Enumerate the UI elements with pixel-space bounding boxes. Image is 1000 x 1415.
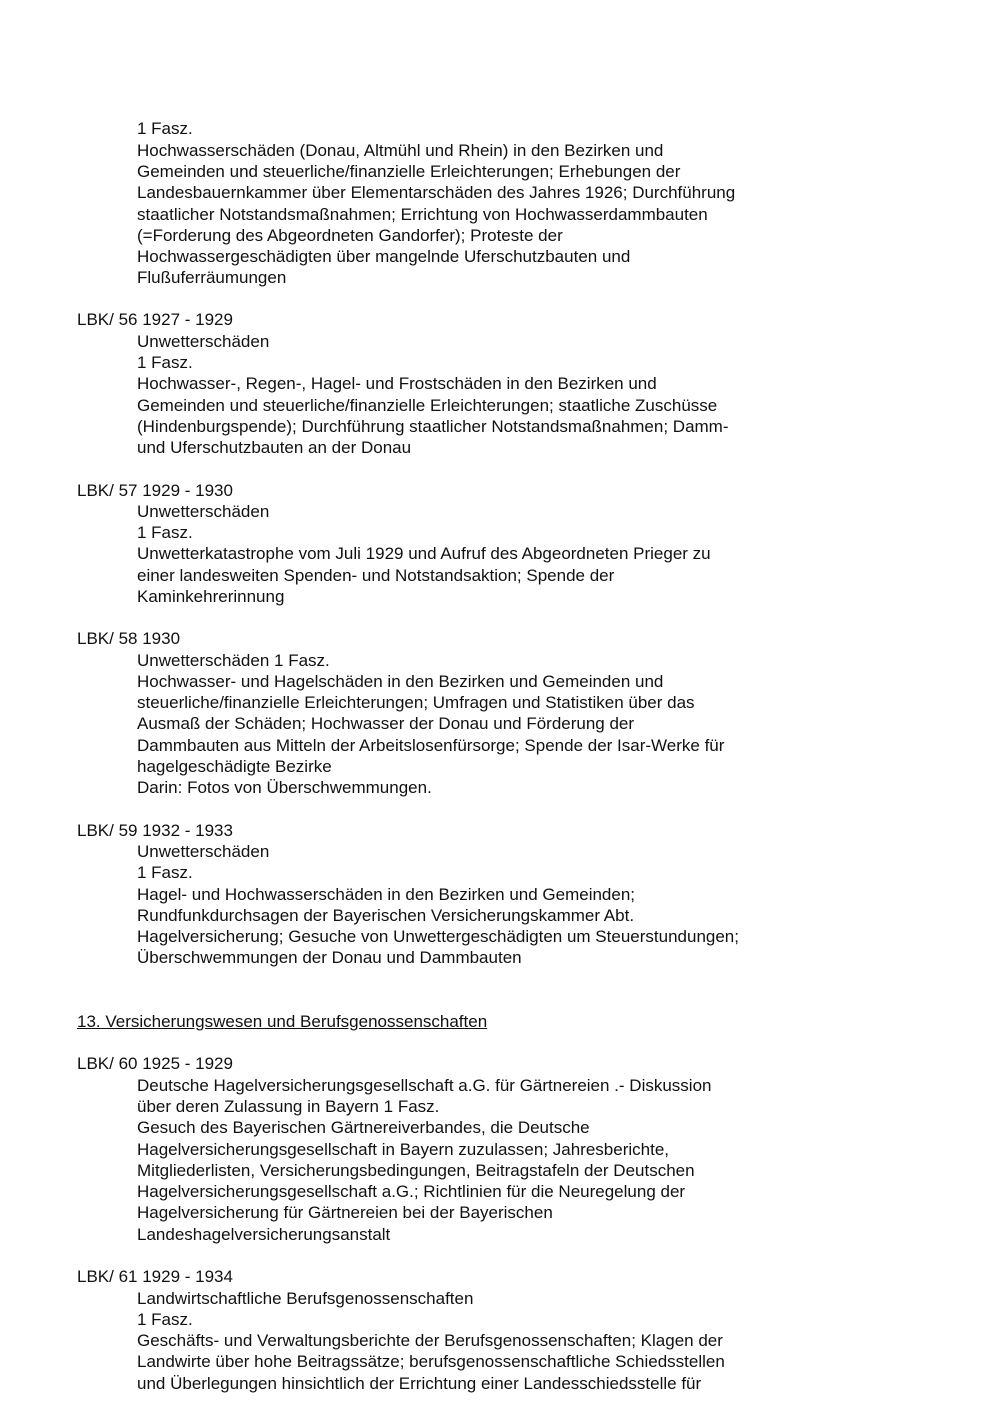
entry-heading: LBK/ 58 1930: [77, 629, 181, 648]
description-line: und Uferschutzbauten an der Donau: [137, 438, 412, 457]
entry-title: Unwetterschäden: [137, 502, 270, 521]
description-line: Flußuferräumungen: [137, 268, 287, 287]
description-line: Kaminkehrerinnung: [137, 587, 285, 606]
description-line: Hagelversicherungsgesellschaft a.G.; Richtlinien für die Neuregelung der: [137, 1182, 686, 1201]
entry-title: Landwirtschaftliche Berufsgenossenschaften: [137, 1289, 474, 1308]
entry-amount: 1 Fasz.: [137, 353, 193, 372]
description-line: Hagelversicherungsgesellschaft in Bayern zuzulassen; Jahresberichte,: [137, 1140, 670, 1159]
entry-heading: LBK/ 60 1925 - 1929: [77, 1054, 233, 1073]
description-line: Hagelversicherung; Gesuche von Unwettergeschädigten um Steuerstundungen;: [137, 927, 739, 946]
description-line: steuerliche/finanzielle Erleichterungen; Umfragen und Statistiken über das: [137, 693, 695, 712]
entry-title: über deren Zulassung in Bayern 1 Fasz.: [137, 1097, 440, 1116]
entry-heading: LBK/ 56 1927 - 1929: [77, 310, 233, 329]
description-line: Hochwasser- und Hagelschäden in den Bezirken und Gemeinden und: [137, 672, 664, 691]
continuation-amount: 1 Fasz.: [137, 119, 193, 138]
entry-amount: 1 Fasz.: [137, 523, 193, 542]
description-line: Gesuch des Bayerischen Gärtnereiverbandes, die Deutsche: [137, 1118, 590, 1137]
description-line: Hochwasserschäden (Donau, Altmühl und Rhein) in den Bezirken und: [137, 141, 664, 160]
description-line: Hochwasser-, Regen-, Hagel- und Frostschäden in den Bezirken und: [137, 374, 657, 393]
entry-title-amount: Unwetterschäden 1 Fasz.: [137, 651, 330, 670]
description-line: staatlicher Notstandsmaßnahmen; Errichtung von Hochwasserdammbauten: [137, 205, 708, 224]
entry-title: Deutsche Hagelversicherungsgesellschaft a.G. für Gärtnereien .- Diskussion: [137, 1076, 712, 1095]
description-line: Ausmaß der Schäden; Hochwasser der Donau und Förderung der: [137, 714, 635, 733]
description-line: Mitgliederlisten, Versicherungsbedingungen, Beitragstafeln der Deutschen: [137, 1161, 695, 1180]
description-line: einer landesweiten Spenden- und Notstandsaktion; Spende der: [137, 566, 615, 585]
description-line: Landeshagelversicherungsanstalt: [137, 1225, 391, 1244]
description-line: hagelgeschädigte Bezirke: [137, 757, 332, 776]
entry-title: Unwetterschäden: [137, 842, 270, 861]
section-heading: 13. Versicherungswesen und Berufsgenossenschaften: [77, 1012, 488, 1031]
description-line: Hagel- und Hochwasserschäden in den Bezirken und Gemeinden;: [137, 885, 636, 904]
description-line: Hochwassergeschädigten über mangelnde Uferschutzbauten und: [137, 247, 631, 266]
entry-heading: LBK/ 61 1929 - 1934: [77, 1267, 233, 1286]
entry-amount: 1 Fasz.: [137, 1310, 193, 1329]
entry-note: Darin: Fotos von Überschwemmungen.: [137, 778, 432, 797]
description-line: Dammbauten aus Mitteln der Arbeitslosenfürsorge; Spende der Isar-Werke für: [137, 736, 725, 755]
description-line: und Überlegungen hinsichtlich der Errichtung einer Landesschiedsstelle für: [137, 1374, 702, 1393]
entry-title: Unwetterschäden: [137, 332, 270, 351]
description-line: (=Forderung des Abgeordneten Gandorfer); Proteste der: [137, 226, 563, 245]
entry-heading: LBK/ 59 1932 - 1933: [77, 821, 233, 840]
entry-heading: LBK/ 57 1929 - 1930: [77, 481, 233, 500]
description-line: (Hindenburgspende); Durchführung staatlicher Notstandsmaßnahmen; Damm-: [137, 417, 729, 436]
description-line: Hagelversicherung für Gärtnereien bei der Bayerischen: [137, 1203, 553, 1222]
description-line: Rundfunkdurchsagen der Bayerischen Versicherungskammer Abt.: [137, 906, 635, 925]
description-line: Gemeinden und steuerliche/finanzielle Erleichterungen; Erhebungen der: [137, 162, 681, 181]
description-line: Überschwemmungen der Donau und Dammbauten: [137, 948, 522, 967]
description-line: Unwetterkatastrophe vom Juli 1929 und Aufruf des Abgeordneten Prieger zu: [137, 544, 711, 563]
description-line: Geschäfts- und Verwaltungsberichte der Berufsgenossenschaften; Klagen der: [137, 1331, 723, 1350]
description-line: Landwirte über hohe Beitragssätze; berufsgenossenschaftliche Schiedsstellen: [137, 1352, 725, 1371]
description-line: Landesbauernkammer über Elementarschäden des Jahres 1926; Durchführung: [137, 183, 736, 202]
entry-amount: 1 Fasz.: [137, 863, 193, 882]
description-line: Gemeinden und steuerliche/finanzielle Erleichterungen; staatliche Zuschüsse: [137, 396, 718, 415]
